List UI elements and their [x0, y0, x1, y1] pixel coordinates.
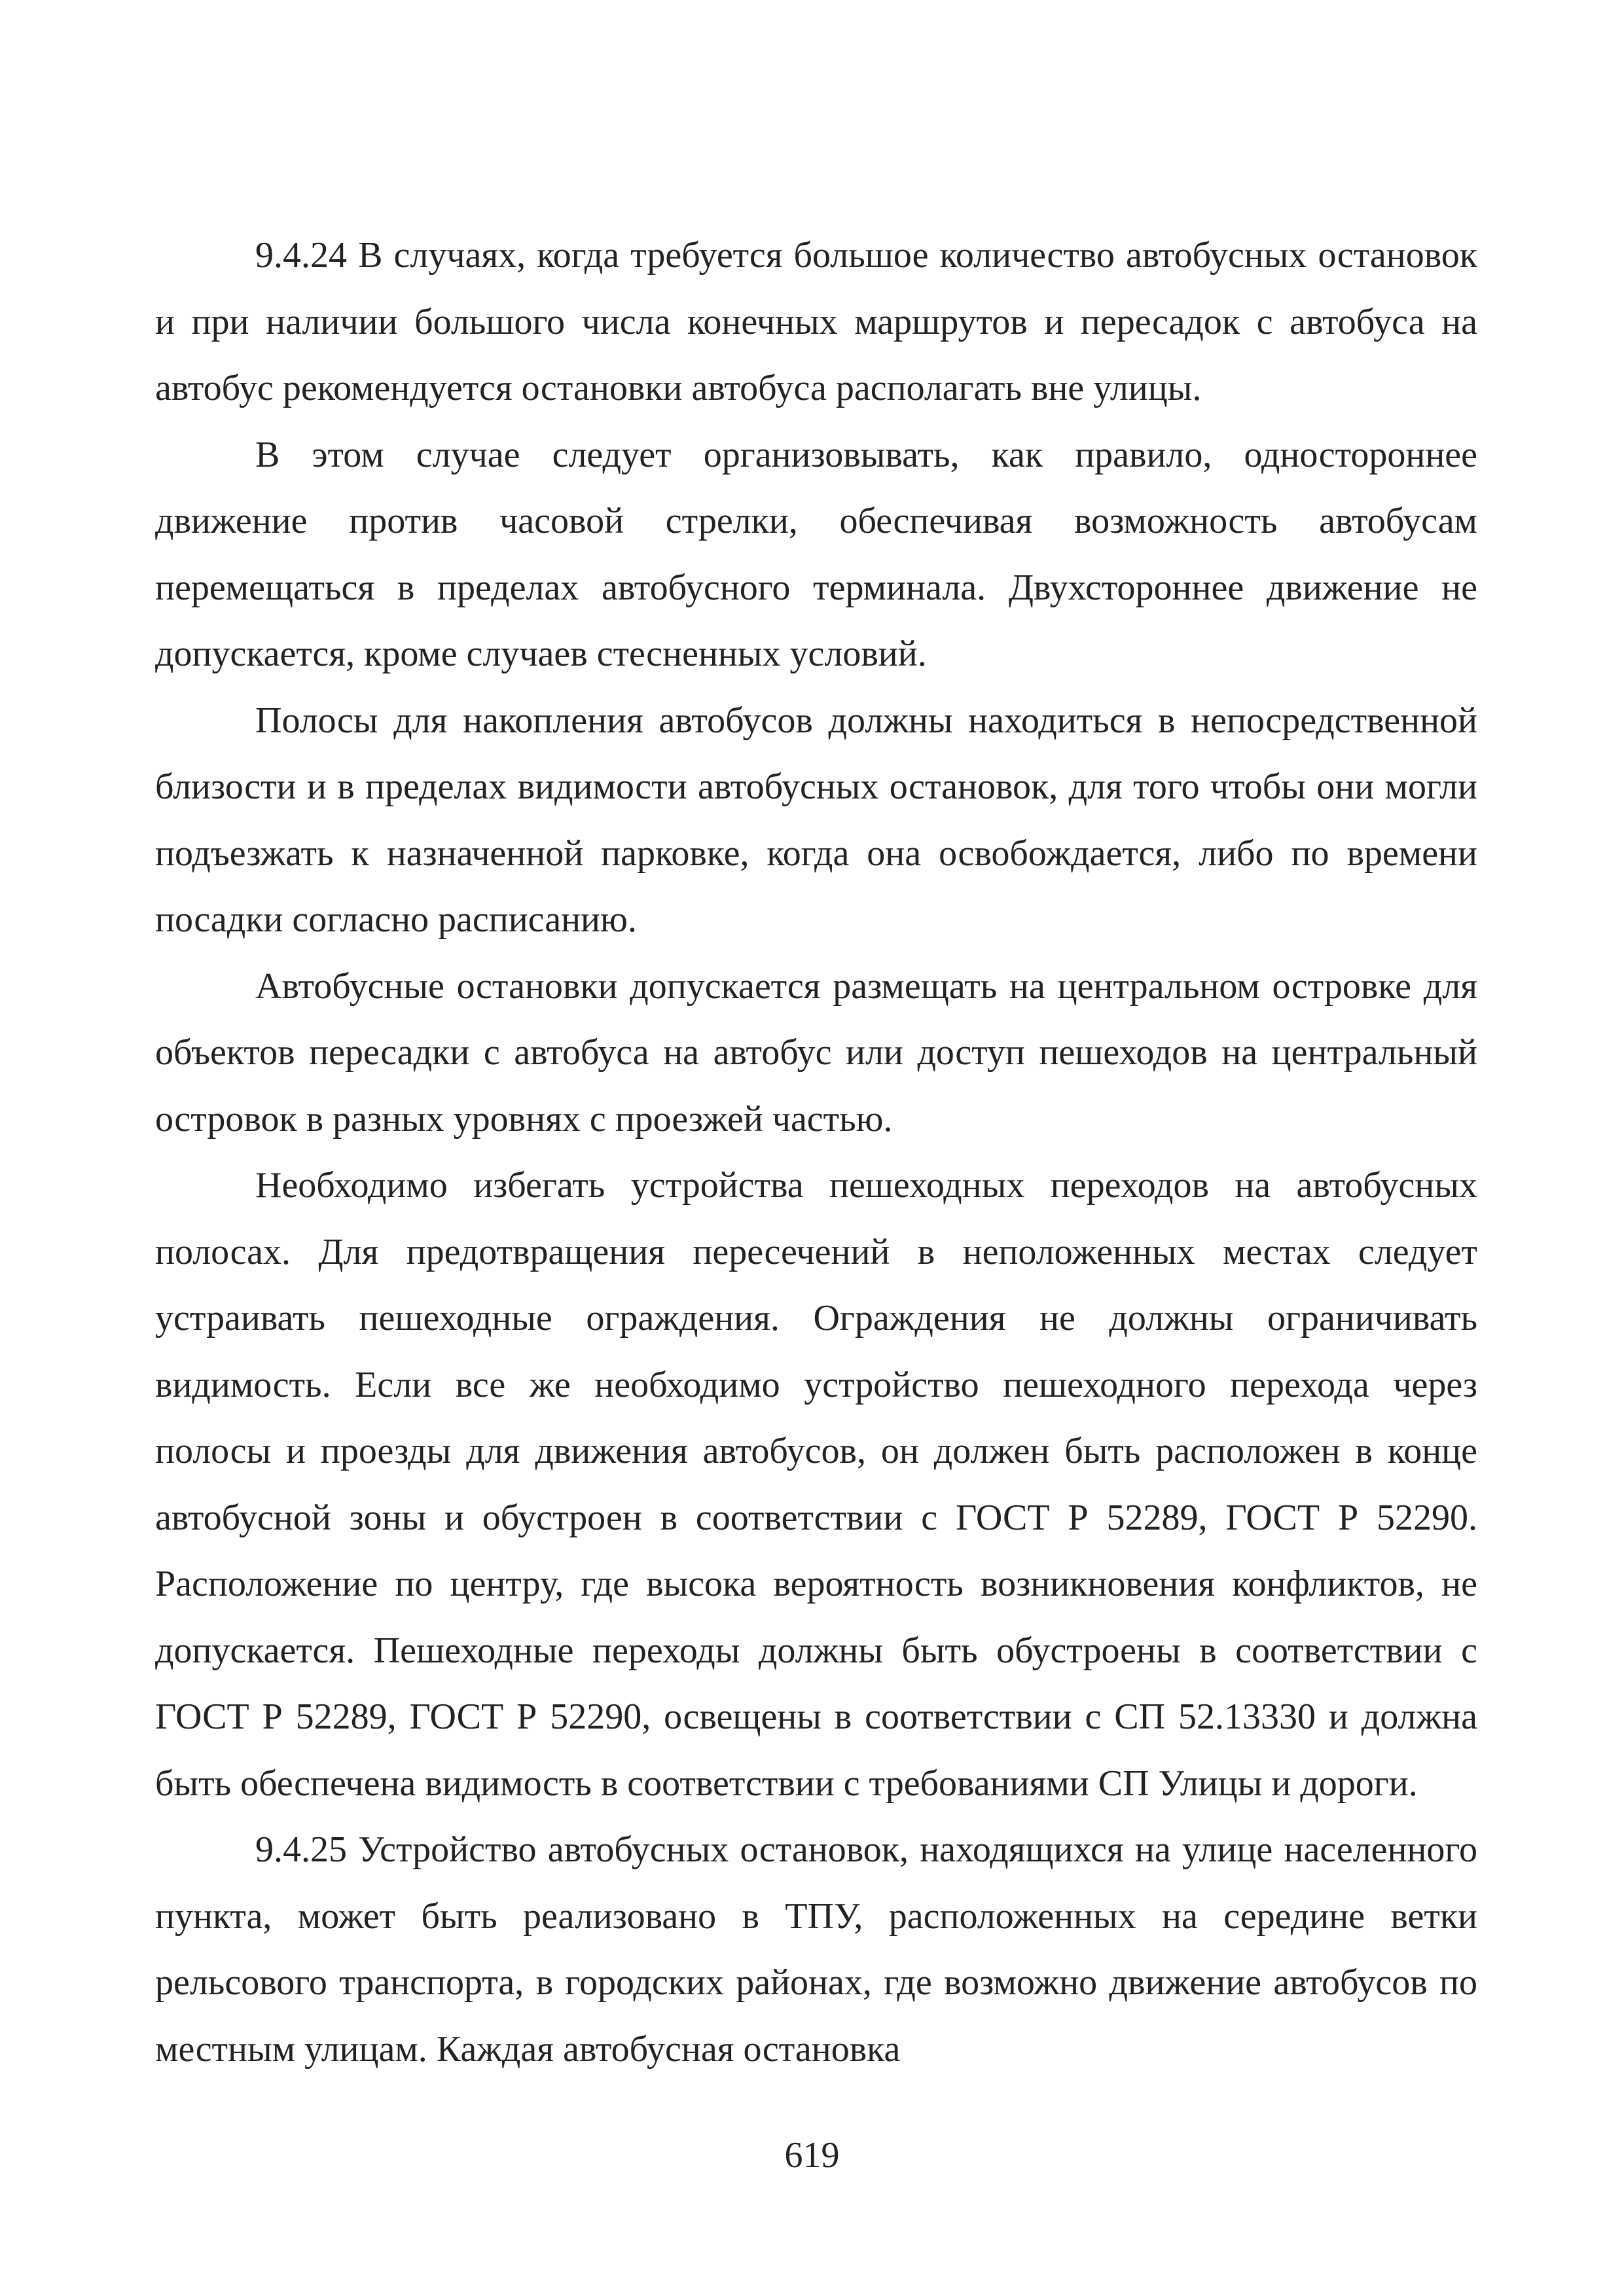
paragraph-central-island: Автобусные остановки допускается размещать на центральном островке для объектов пересадки с автобуса на автобус или доступ пешеходов на центральный островок в разных уровнях с проезжей частью. [155, 965, 1477, 1139]
paragraph-pedestrian-crossings: Необходимо избегать устройства пешеходных переходов на автобусных полосах. Для предотвращения пересечений в неположенных местах следует устраивать пешеходные ограждения. Ограждения не должны ограничивать видимость. Если все же необходимо устройство пешеходного перехода через полосы и проезды для движения автобусов, он должен быть расположен в конце автобусной зоны и обустроен в соответствии с ГОСТ Р 52289, ГОСТ Р 52290. Расположение по центру, где высока вероятность возникновения конфликтов, не допускается. Пешеходные переходы должны быть обустроены в соответствии с ГОСТ Р 52289, ГОСТ Р 52290, освещены в соответствии с СП 52.13330 и должна быть обеспечена видимость в соответствии с требованиями СП Улицы и дороги. [155, 1165, 1477, 1804]
paragraph-9-4-25: 9.4.25 Устройство автобусных остановок, находящихся на улице населенного пункта, может быть реализовано в ТПУ, расположенных на середине ветки рельсового транспорта, в городских районах, где возможно движение автобусов по местным улицам. Каждая автобусная остановка [155, 1829, 1477, 2070]
paragraph-one-way-traffic: В этом случае следует организовывать, как правило, одностороннее движение против часовой стрелки, обеспечивая возможность автобусам перемещаться в пределах автобусного терминала. Двухстороннее движение не допускается, кроме случаев стесненных условий. [155, 434, 1477, 674]
paragraph-9-4-24: 9.4.24 В случаях, когда требуется большое количество автобусных остановок и при наличии большого числа конечных маршрутов и пересадок с автобуса на автобус рекомендуется остановки автобуса располагать вне улицы. [155, 235, 1477, 408]
body-text [155, 223, 1477, 2083]
page-number: 619 [784, 2135, 840, 2176]
paragraph-accumulation-lanes: Полосы для накопления автобусов должны находиться в непосредственной близости и в пределах видимости автобусных остановок, для того чтобы они могли подъезжать к назначенной парковке, когда она освобождается, либо по времени посадки согласно расписанию. [155, 700, 1477, 940]
